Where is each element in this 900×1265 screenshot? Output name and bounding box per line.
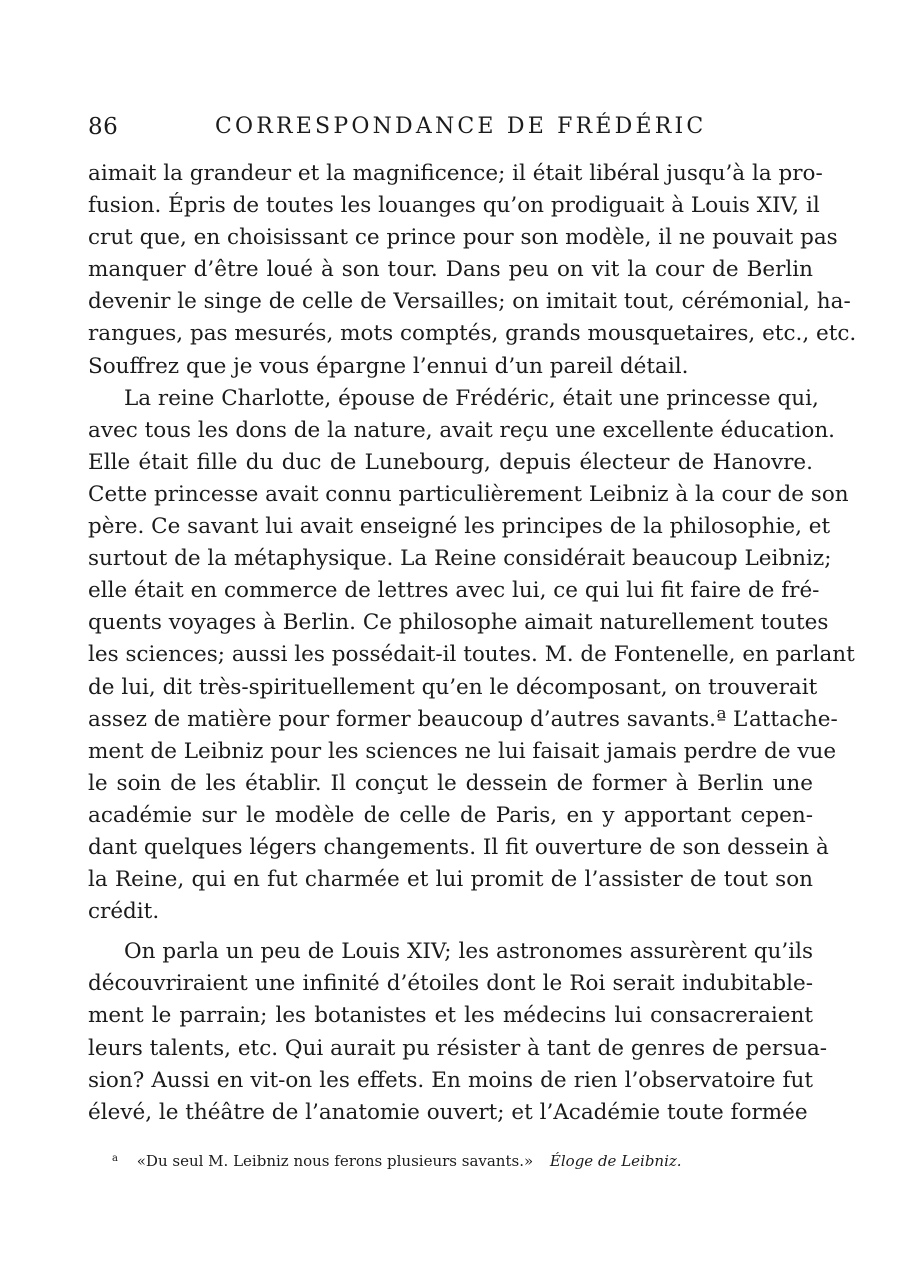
text-line: ment de Leibniz pour les sciences ne lui faisait jamais perdre de vue [88,738,837,764]
text-line: les sciences; aussi les possédait-il toutes. M. de Fontenelle, en parlant [88,642,855,668]
text-line: assez de matière pour former beaucoup d’autres savants.ª L’attache- [88,706,838,732]
text-line: dant quelques légers changements. Il fit ouverture de son dessein à [88,834,829,860]
text-line: découvriraient une infinité d’étoiles dont le Roi serait indubitable- [88,971,813,997]
text-line: manquer d’être loué à son tour. Dans peu on vit la cour de Berlin [88,257,813,283]
text-line: sion? Aussi en vit-on les effets. En moins de rien l’observatoire fut [88,1067,813,1093]
text-line: Elle était fille du duc de Lunebourg, depuis électeur de Hanovre. [88,449,813,475]
text-line: la Reine, qui en fut charmée et lui promit de l’assister de tout son [88,867,813,893]
footnote-marker: a [112,1153,118,1164]
text-line: leurs talents, etc. Qui aurait pu résister à tant de genres de persua- [88,1035,828,1061]
text-line: avec tous les dons de la nature, avait reçu une excellente éducation. [88,417,835,443]
page-header [88,114,813,146]
text-line: père. Ce savant lui avait enseigné les principes de la philosophie, et [88,514,831,540]
text-line: quents voyages à Berlin. Ce philosophe aimait naturellement toutes [88,610,829,636]
footnote-source: Éloge de Leibniz. [549,1152,682,1170]
text-line: La reine Charlotte, épouse de Frédéric, était une princesse qui, [124,385,819,411]
text-line: devenir le singe de celle de Versailles; on imitait tout, cérémonial, ha- [88,289,851,315]
text-line: crédit. [88,899,160,925]
paragraph [88,383,855,929]
text-line: crut que, en choisissant ce prince pour son modèle, il ne pouvait pas [88,225,838,251]
text-line: de lui, dit très-spirituellement qu’en le décomposant, on trouverait [88,674,818,700]
page-number: 86 [88,114,119,140]
text-line: le soin de les établir. Il conçut le dessein de former à Berlin une [88,770,813,796]
running-title: CORRESPONDANCE DE FRÉDÉRIC [215,114,707,139]
footnote-text: «Du seul M. Leibniz nous ferons plusieurs savants.» [136,1152,534,1170]
text-line: surtout de la métaphysique. La Reine considérait beaucoup Leibniz; [88,546,832,572]
text-line: ment le parrain; les botanistes et les médecins lui consacreraient [88,1003,813,1029]
text-line: elle était en commerce de lettres avec lui, ce qui lui fit faire de fré- [88,578,820,604]
text-line: On parla un peu de Louis XIV; les astronomes assurèrent qu’ils [124,939,813,965]
paragraph [88,158,857,383]
paragraph-gap [88,928,813,936]
text-line: rangues, pas mesurés, mots comptés, grands mousquetaires, etc., etc. [88,321,857,347]
paragraph [88,936,828,1129]
text-line: académie sur le modèle de celle de Paris, en y apportant cepen- [88,802,813,828]
text-line: aimait la grandeur et la magnificence; il était libéral jusqu’à la pro- [88,161,823,186]
footnote [112,1152,812,1170]
text-line: Cette princesse avait connu particulièrement Leibniz à la cour de son [88,481,849,507]
text-line: élevé, le théâtre de l’anatomie ouvert; et l’Académie toute formée [88,1099,808,1125]
text-line: Souffrez que je vous épargne l’ennui d’un pareil détail. [88,353,689,379]
body-text [88,158,857,1129]
text-line: fusion. Épris de toutes les louanges qu’on prodiguait à Louis XIV, il [88,193,820,219]
